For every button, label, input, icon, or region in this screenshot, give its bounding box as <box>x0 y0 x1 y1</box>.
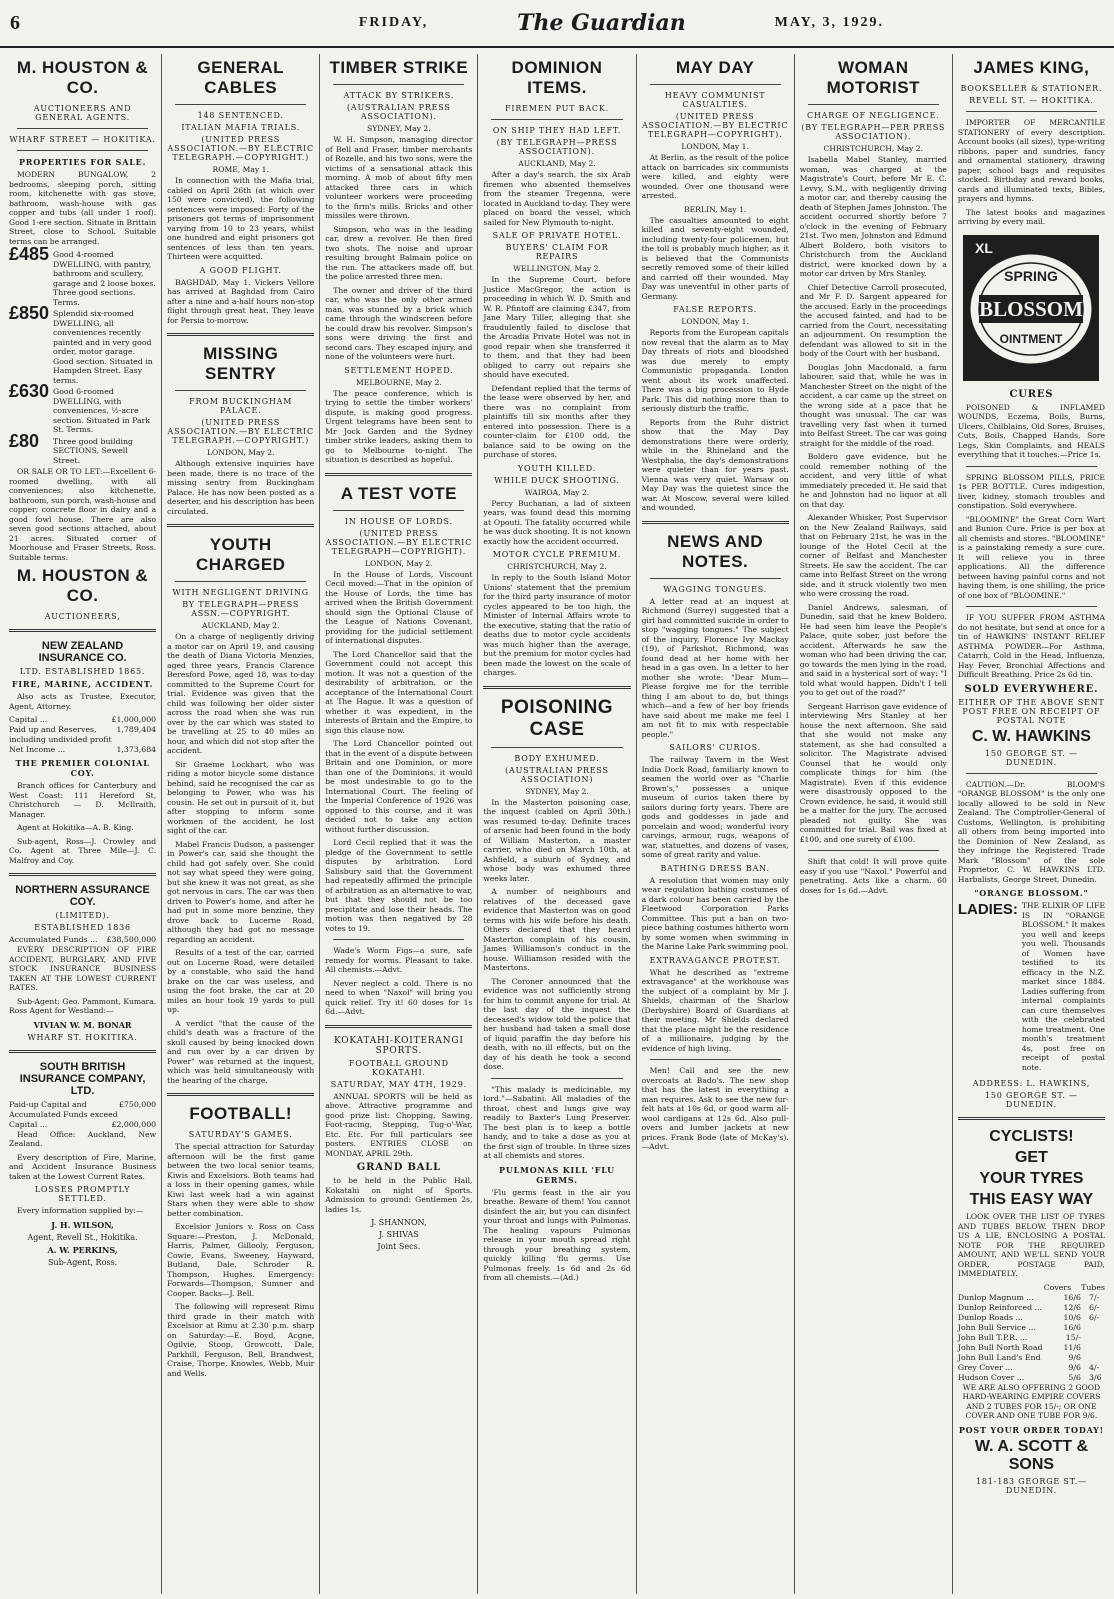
article-paragraph: Although extensive inquiries have been made, there is no trace of the missing sentry from Buckingham Palace. He has now been posted as a deserter, and his description has been circulated. <box>167 459 315 516</box>
every-info: Every information supplied by:— <box>17 1206 144 1215</box>
article-paragraph: In the Masterton poisoning case, the inquest (cabled on April 30th.) was resumed to-day. Definite traces of arsenic had been found in the body of William Masterton, a master carrier, who died on March 10th, at Ashfield, a suburb of Sydney, and whose body was exhumed three weeks later. <box>483 797 631 883</box>
kokatahi-ground: FOOTBALL GROUND KOKATAHI. <box>348 1058 449 1077</box>
svg-text:XL: XL <box>975 239 994 256</box>
orange-blossom-heading: "ORANGE BLOSSOM." <box>974 888 1089 898</box>
ladies-ad: LADIES: THE ELIXIR OF LIFE IS IN "ORANGE BLOSSOM." It makes you well and keeps you well. Thousands of Women have testified to its efficacy in the N.Z. market since 1884. Ladies suffering from internal complaints can cure themselves with the celebrated home treatment. One month's treatment 4s, post free on receipt of postal note. <box>957 901 1105 1072</box>
perkins-address: Sub-Agent, Ross. <box>48 1257 118 1267</box>
credit-line: (AUSTRALIAN PRESS ASSOCIATION) <box>505 765 609 784</box>
dateline: WAIROA, May 2. <box>524 487 590 497</box>
south-british-title: SOUTH BRITISH INSURANCE COMPANY, LTD. <box>19 1060 146 1097</box>
headline-news-notes: NEWS AND NOTES. <box>667 531 764 571</box>
subhead: WHILE DUCK SHOOTING. <box>494 475 620 485</box>
article-paragraph: The peace conference, which is trying to settle the timber workers' dispute, is making good progress. Urgent telegrams have been sent to Mr Jock Garden and the Sydney timber strike leaders, asking them to go to Melbourne to-night. The situation is described as hopeful. <box>325 388 473 464</box>
subhead: BODY EXHUMED. <box>514 753 600 763</box>
credit-line: (UNITED PRESS ASSOCIATION.—BY ELECTRIC TELEGRAPH—COPYRIGHT). <box>325 528 473 556</box>
subhead: FALSE REPORTS. <box>673 305 758 314</box>
dateline: SYDNEY, May 2. <box>367 124 431 133</box>
firm-name-2: M. HOUSTON & CO. <box>16 566 149 605</box>
article-paragraph: Percy Buchanan, a lad of sixteen years, was found dead this morning at Opouti. The fatality occurred while he was duck shooting. It is not known exactly how the accident occurred. <box>483 498 631 546</box>
page-number: 6 <box>10 11 20 34</box>
subhead: YOUTH KILLED. <box>517 463 597 473</box>
subhead: SALE OF PRIVATE HOTEL. <box>492 231 622 240</box>
get-heading: GET <box>1014 1149 1048 1166</box>
dateline: CHRISTCHURCH, May 2. <box>823 144 924 153</box>
article-paragraph: A resolution that women may only wear regulation bathing costumes of a dark colour has been carried by the Fleetwood Corporation Parks Committee. This put a ban on two-piece bathing costumes hitherto worn by some women when swimming in the Marine Lake Park swimming pool. <box>641 875 789 951</box>
subhead: ATTACK BY STRIKERS. <box>343 91 455 100</box>
tyre-row: John Bull North Road 11/6 <box>957 1342 1081 1352</box>
article-paragraph: Isabella Mabel Stanley, married woman, was charged at the Magistrate's Court, before Mr E. C. Levvy, S.M., with negligently driving a motor car, and thereby causing the death of Stephen James Johnston. The accident occurred shortly before 7 o'clock in the evening of February 21st. Two men, Johnston and Edmund Albert Boldero, both visitors to Christchurch from the Auckland district, were knocked down by a motor car driven by Mrs Stanley. <box>799 155 947 278</box>
article-paragraph: The casualties amounted to eight killed and seventy-eight wounded, including twenty-four policemen, but the toll is probably much higher, as it is believed that the Communists secretly removed some of their killed and carried off their wounded. May Day was uneventful in other parts of Germany. <box>641 215 789 301</box>
properties-heading: PROPERTIES FOR SALE. <box>18 157 147 167</box>
article-paragraph: The Lord Chancellor said that the Government could not accept this motion. It was not a question of the desirability of arbitration, or the acceptance of the International Court at The Hague. It was a question of whether it was expedient, in the interests of Britain and the Empire, to sign this clause now. <box>325 649 473 735</box>
article-paragraph: Results of a test of the car, carried out on Lucerne Road, were detailed by a constable, who said the hand brake on the car was useless, and using the foot brake, the car at 20 miles an hour took 19 yards to pull up. <box>167 948 315 1014</box>
spring-blossom-logo <box>958 233 1105 383</box>
headline-general-cables: GENERAL CABLES <box>197 58 285 97</box>
firm-subtitle: AUCTIONEERS AND GENERAL AGENTS. <box>33 104 132 122</box>
column-1 <box>4 54 162 1594</box>
subhead: MOTOR CYCLE PREMIUM. <box>492 550 622 559</box>
scott-address: 181-183 GEORGE ST.—DUNEDIN. <box>976 1476 1087 1495</box>
subhead: FIREMEN PUT BACK. <box>505 104 609 113</box>
pills-text: SPRING BLOSSOM PILLS, PRICE 1s PER BOTTLE. Cures indigestion, liver, kidney, stomach troubles and constipation. Sold everywhere. <box>957 472 1105 510</box>
tyre-row: Hudson Cover ... 5/6 3/6 <box>957 1372 1102 1382</box>
tyre-row: Dunlop Reinforced ... 12/6 6/- <box>957 1302 1100 1312</box>
article-paragraph: Chief Detective Carroll prosecuted, and Mr F. D. Sargent appeared for the accused. Early in the proceedings the accused fainted, and had to be carried from the Court, necessitating an adjournment. On resumption the defendant was allowed to sit in the body of the Court with her husband. <box>799 282 947 358</box>
perkins-name: A. W. PERKINS, <box>47 1244 118 1255</box>
sbi-capital-row: Capital ... £2,000,000 <box>9 1119 157 1129</box>
sub-agent-ross: Sub-agent, Ross—J. Crowley and Co. Agent at Three Mile—J. C. Malfroy and Coy. <box>9 836 157 865</box>
property-4: £80 Three good building SECTIONS, Sewell Street. <box>9 430 134 465</box>
credit-line: (AUSTRALIAN PRESS ASSOCIATION). <box>346 103 451 121</box>
article-paragraph: A number of neighbours and relatives of the deceased gave evidence that Masterton was on good terms with his wife before his death. Others declared that they heard Masterton complain of his cousin, James Williamson's conduct in the house. Williamson resided with the Mastertons. <box>483 887 631 972</box>
property-3: £630 Good 6-roomed DWELLING, with conveniences, ½-acre section. Situated in Park St. Terms. <box>9 381 151 434</box>
dateline: AUCKLAND, May 2. <box>201 621 280 630</box>
dateline: MELBOURNE, May 2. <box>356 377 442 387</box>
article-paragraph: The Lord Chancellor pointed out that in the event of a dispute between Britain and one Dominion, or more than one of the Dominions, it would be most undesirable to go to the International Court. The feeling of the Imperial Conference of 1926 was opposed to this course, and it was decided not to take any action without further discussion. <box>325 739 473 834</box>
article-paragraph: Mabel Francis Dudson, a passenger in Power's car, said she thought the child had got safely over. She could not say what speed they were going, but she knew it was not great, as she got nervous in cars. The car was then driven to Power's home, and after he had put in some more benzine, they drove back to Lucerne Road, although they had got no message regarding an accident. <box>167 839 315 944</box>
your-tyres-heading: YOUR TYRES <box>979 1170 1084 1187</box>
article-paragraph: The owner and driver of the third car, who was the only other armed man, was stunned by a brick which came through the windscreen before he could draw his revolver. Simpson's sons were driving the first and second cars. They escaped injury, and none of the volunteers were hurt. <box>325 285 473 361</box>
column-5 <box>637 54 795 1594</box>
article-paragraph: What he described as "extreme extravagance" at the workhouse was the subject of a complaint by Mr J. Shields, chairman of the Sharlow (Derbyshire) Board of Guardians at their meeting. Mr Shields declared that the place might be the residence of a millionaire, judging by the evidence of high living. <box>641 967 789 1053</box>
paper-name: The Guardian <box>517 10 686 36</box>
article-paragraph: Reports from the European capitals now reveal that the alarm as to May Day threats of riots and bloodshed was due merely to empty Communistic propaganda. London went about its work unaffected. There was a big procession to Hyde Park. This did nothing more than to seriously disturb the traffic. <box>641 328 789 413</box>
vivian-address: WHARF ST. HOKITIKA. <box>27 1032 138 1042</box>
northern-assurance-title: NORTHERN ASSURANCE COY. <box>15 884 150 908</box>
headline-youth-charged: YOUTH CHARGED <box>195 535 286 574</box>
article-paragraph: A letter read at an inquest at Richmond (Surrey) suggested that a girl had committed suicide in order to stop "wagging tongues." The subject of the inquiry, Florence Ivy Mackay (19), of Parkshot, Richmond, was found dead at her home with her head in a gas oven. In a letter to her mother she wrote: "Dear Mum—Please forgive me for the terrible thing I am about to do, but things which—and a few of her boy friends have said about me make me feel I am not fit to mix with respectable people." <box>641 596 789 739</box>
tyre-row: Dunlop Roads ... 10/6 6/- <box>957 1312 1100 1322</box>
column-6 <box>795 54 953 1594</box>
article-paragraph: The railway Tavern in the West India Dock Road, familiarly known to seamen the world over as "Charlie Brown's," possesses a unique museum of curios taken there by sailors during forty years. There are gods and goddesses in jade and porcelain and wood; wonderful ivory carvings, armour, rugs, weapons of war, statuettes, and dozens of vases, some of great rarity and value. <box>641 755 789 859</box>
net-income-row: Net Income ... 1,373,684 <box>9 745 157 754</box>
column-7 <box>953 54 1110 1594</box>
column-3 <box>320 54 478 1594</box>
sold-sub: EITHER OF THE ABOVE SENT POST FREE ON RECEIPT OF POSTAL NOTE <box>958 697 1105 725</box>
advertisement: 'Flu germs feast in the air you breathe. Beware of them! You cannot disinfect the air, but you can disinfect your throat and lungs with Pulmonas. The healing vapours Pulmonas release in your mouth spread right through your breathing system, quickly killing 'flu germs. Use Pulmonas freely. 1s 6d and 2s 6d from all chemists.—(Ad.) <box>483 1187 631 1282</box>
wilson-name: J. H. WILSON, <box>51 1219 114 1230</box>
cures-text: POISONED & INFLAMED WOUNDS, Eczema, Boils, Burns, Ulcers, Chilblains, Old Sores, Bruises, Cuts, Boils, Chapped Hands, Sore Legs, Skin Complaints, and HEALS everything that it touches.—Price 1s. <box>957 402 1105 459</box>
losses-settled: LOSSES PROMPTLY SETTLED. <box>34 1185 131 1203</box>
article-paragraph: Reports from the Ruhr district show that the May Day demonstrations there were orderly, while in the Rhineland and the Westphalia, the day's demonstrations were quieter than for years past. Vienna was very quiet. Warsaw on May Day was the quietest since the war. At Moscow, several were killed and wounded. <box>641 417 789 512</box>
capital-row: Capital ... £1,000,000 <box>9 715 157 724</box>
dateline: CHRISTCHURCH, May 2. <box>507 562 607 571</box>
article-paragraph: In reply to the South Island Motor Unions' statement that the premium for the third party insurance of motor cycles appeared to be too high, the Minister of Internal Affairs wrote to the executive, stating that the ratio of deaths due to motor cycle accidents was much higher than the average, but the premium for motor cycles had been made the lowest on the scale of charges. <box>483 573 631 677</box>
post-order: POST YOUR ORDER TODAY! <box>958 1424 1104 1435</box>
cures-heading: CURES <box>1009 388 1054 400</box>
firm-address: REVELL ST. — HOKITIKA. <box>969 96 1094 105</box>
firm-name: M. HOUSTON & CO. <box>16 58 149 97</box>
subhead: FROM BUCKINGHAM PALACE. <box>189 397 293 415</box>
article-paragraph: The Coroner announced that the evidence was not sufficiently strong for him to commit anyone for trial. At the last day of the inquest the deceased's widow told the police that her husband had taken a small dose of liquid paraffin the day before his death, with no ill effects, but on the day of his death he took a second dose. <box>483 976 631 1071</box>
pulmonas-heading: PULMONAS KILL 'FLU GERMS. <box>499 1164 615 1185</box>
or-sale-listing: OR SALE OR TO LET:—Excellent 6-roomed dwelling, with all conveniences; also kitchenette, bathroom, sun porch, wash-house and copper; concrete floor in dairy and a good fowl house. There are also seven good sections attached, about 21 acres. Situated corner of Moorhouse and Fraser Streets, Ross. Suitable terms. <box>9 467 157 562</box>
bungalow-listing: MODERN BUNGALOW, 2 bedrooms, sleeping porch, sitting room, kitchenette with gas stove, bathroom, wash-house with gas copper and tubs (all under 1 roof). Good 1-ere section. Situate in Brittain Street, close to School. Suitable terms can be arranged. <box>9 170 157 246</box>
advertisement: Never neglect a cold. There is no need to when "Naxol" will bring you quick relief. Try it! 60 doses for 1s 6d.—Advt. <box>325 978 473 1016</box>
svg-text:SPRING: SPRING <box>1004 267 1059 284</box>
subhead: CHARGE OF NEGLIGENCE. <box>806 111 940 120</box>
article-paragraph: Simpson, who was in the leading car, drew a revolver. He then fired two shots. The noise and uproar resulting brought Balmain police on the run. The attackers made off, but the police arrested three men. <box>325 224 473 281</box>
nz-insurance-est: LTD. ESTABLISHED 1865. <box>19 667 146 676</box>
firm-james-king: JAMES KING, <box>973 58 1090 77</box>
empire-offer: WE ARE ALSO OFFERING 2 GOOD HARD-WEARING EMPIRE COVERS AND 2 TUBES FOR 15/-; OR ONE COVER AND ONE TUBE FOR 9/6. <box>962 1382 1101 1420</box>
subhead: EXTRAVAGANCE PROTEST. <box>649 955 781 965</box>
hawkins-name: C. W. HAWKINS <box>971 727 1091 745</box>
article-paragraph: Defendant replied that the terms of the lease were observed by her, and there was no complaint from plaintiffs till six months after they entered into possession. There is a counter-claim for £100 odd, the balance said to be owing on the purchase of stores. <box>483 383 631 459</box>
bloomine-text: "BLOOMINE" the Great Corn Wart and Bunion Cure. Price is per box at all chemists and stores. "BLOOMINE" is a painstaking remedy a sure cure. It will relieve you in three applications. All the difference between having painful corns and not having them, is one shilling, the price of one box of "BLOOMINE." <box>957 514 1105 600</box>
article-paragraph: A verdict "that the cause of the child's death was a fracture of the skull caused by being knocked down and run over by a car driven by Power" was returned at the inquest, which was held simultaneously with the hearing of the charge. <box>167 1018 315 1085</box>
dateline: BERLIN, May 1. <box>684 204 747 214</box>
advertisement: Wade's Worm Figs—a sure, safe remedy for worms. Pleasant to take. All chemists.—Advt. <box>325 946 473 974</box>
dateline: AUCKLAND, May 2. <box>518 159 596 168</box>
article-paragraph: The following will represent Rimu third grade in their match with Excelsior at Rimu at 2.30 p.m. sharp on Saturday:—E. Boyd, Acgne, Ogilvie, Stoop, Growcott, Dale, Parkhill, Ferguson, Bell, Brandwest, Craise, Thorpe, Knowles, Webb, Muir and Wells. <box>167 1302 315 1378</box>
stationery-text: IMPORTER OF MERCANTILE STATIONERY of every description. Account books (all sizes), type-writing ribbons, paper and sundries, fancy and ornamental stationery, drawing paper, school bags and requisites stocked. Birthday and reward books, cards and illuminated texts, Bibles, prayers and hymns. <box>957 118 1105 203</box>
accumulated-row: Accumulated Funds ... £38,500,000 <box>9 935 157 944</box>
tyre-price-list <box>958 1293 1105 1383</box>
headline-test-vote: A TEST VOTE <box>340 483 458 503</box>
headline-timber-strike: TIMBER STRIKE <box>329 58 469 77</box>
subhead: WITH NEGLIGENT DRIVING <box>172 588 309 597</box>
caution-text: CAUTION.—Dr. BLOOM'S "ORANGE BLOSSOM" is the only one locally allowed to be sold in New Zealand. The Comptroller-General of Customs, Wellington, is prohibiting all others from being imported into the Dominion of New Zealand, as they infringe the Registered Trade Mark "Blossom" of the sole Proprietor, C. W. HAWKINS LTD. Harbalists, George Street, Dunedin. <box>957 779 1105 884</box>
advertisement: Shift that cold! It will prove quite easy if you use "Naxol." Powerful and penetrating. Acts like a charm. 60 doses for 1s 6d.—Advt. <box>799 857 947 895</box>
article-paragraph: Boldero gave evidence, but he could remember nothing of the accident, and very little of what immediately preceded it. He said that he and Johnston had no liquor at all on that day. <box>799 452 947 509</box>
sold-everywhere: SOLD EVERYWHERE. <box>964 683 1099 695</box>
article-paragraph: Sergeant Harrison gave evidence of interviewing Mrs Stanley at her house the next afternoon. She said that she would not make any statement, as she had consulted a solicitor. The Magistrate advised Counsel that he would only complicate things for him (the Magistrate). Even if this evidence were disastrously opposed to the Crown evidence, he said, it would still be a matter for the jury. The accused pleaded not guilty. She was committed for trial. Bail was fixed at £100, and one surety of £100. <box>799 701 947 844</box>
kokatahi-text: ANNUAL SPORTS will be held as above. Attractive programme and good prize list: Chopping, Sawing, Foot-racing, Stepping, Tug-o'-War, Etc. Etc. For full particulars see posters. ENTRIES CLOSE on MONDAY, APRIL 29th. <box>325 1091 473 1158</box>
headline-poisoning-case: POISONING CASE <box>500 696 614 740</box>
every-description: EVERY DESCRIPTION OF FIRE ACCIDENT, BURGLARY, AND FIVE STOCK INSURANCE BUSINESS TAKEN AT THE LOWEST CURRENT RATES. <box>9 945 157 992</box>
subhead: IN HOUSE OF LORDS. <box>344 516 453 526</box>
subhead: SAILORS' CURIOS. <box>669 743 761 752</box>
easy-way-heading: THIS EASY WAY <box>969 1191 1094 1208</box>
grand-ball: GRAND BALL <box>356 1162 441 1173</box>
kokatahi-heading: KOKATAHI-KOITERANGI SPORTS. <box>333 1035 464 1056</box>
article-paragraph: At Berlin, as the result of the police attack on barricades six communists were killed, and eighty were wounded. Over one thousand were arrested. <box>641 153 789 200</box>
northern-est: ESTABLISHED 1836 <box>34 923 131 932</box>
premier-colonial: THE PREMIER COLONIAL COY. <box>15 758 150 778</box>
dateline: LONDON, May 2. <box>206 448 275 457</box>
subhead: BATHING DRESS BAN. <box>660 863 770 873</box>
article-paragraph: On a charge of negligently driving a motor car on April 19, and causing the death of Diana Victoria Menzies, aged three years, Francis Clarence Beresford Powe, aged 18, was to-day committed to the Supreme Court for trial. Evidence was given that the child was following her older sister across the road when she was run over by the car which was stated to be travelling at 25 to 40 miles an hour, and which did not stop after the accident. <box>167 632 315 755</box>
asthma-text: IF YOU SUFFER FROM ASTHMA do not hesitate, but send at once for a tin of HAWKINS' INSTANT RELIEF ASTHMA POWDER—For Asthma, Catarrh, Cold in the Head, Influenza, Hay Fever, Bronchial Affections and Difficult Breathing. Price 2s 6d tin. <box>957 613 1105 679</box>
advertisement: Men! Call and see the new overcoats at Bado's. The new shop that has the latest in everything a man requires. Ask to see the new fur-felt hats at 10s 6d, or good warm all-wool cardigans at 12s 6d. Also pull-overs and lumber jackets at new prices. Frank Bode (late of McKay's).—Advt. <box>641 1066 789 1151</box>
article-paragraph: Douglas John Macdonald, a farm labourer, said that, while he was in Manchester Street on the night of the accident, a car came up the street on the wrong side at a pace that he thought was unusual. The car was travelling very fast when it turned into Belfast Street. The car was going straight for the middle of the road. <box>799 362 947 448</box>
dateline: WELLINGTON, May 2. <box>513 264 601 273</box>
credit-line: BY TELEGRAPH—PRESS ASSN.—COPYRIGHT. <box>182 600 300 618</box>
latest-books: The latest books and magazines arriving by every mail. <box>957 207 1105 226</box>
subhead: SETTLEMENT HOPED. <box>344 365 454 375</box>
article-paragraph: In the House of Lords, Viscount Cecil moved:—That in the opinion of the House of Lords, the time has arrived when the British Government should sign the Optional Clause of the League of Nations Covenant, providing for the judicial settlement of international disputes. <box>325 569 473 645</box>
head-office: Head Office: Auckland, New Zealand. <box>9 1129 157 1148</box>
blossom-ointment-emblem <box>961 233 1101 383</box>
credit-line: (UNITED PRESS ASSOCIATION.—BY ELECTRIC TELEGRAPH.—COPYRIGHT.) <box>167 418 314 445</box>
sbi-paid-row: Paid-up Capital and Accumulated Funds exceed £750,000 <box>9 1099 157 1119</box>
article-paragraph: Daniel Andrews, salesman, of Dunedin, said that he knew Boldero. He had seen him leave the People's Palace, quite sober, just before the accident. Afterwards he saw the woman who had been driving the car, go towards the men lying in the road, and said in a hysterical sort of way: "I told what would happen. Didn't I tell you to get out of the road?" <box>799 602 947 697</box>
northern-ltd: (LIMITED). <box>55 911 110 920</box>
article-paragraph: In the Supreme Court, before Justice MacGregor, the action is proceeding in which W. D. Smith and W. R. Pfintoff are claiming £347, from Jane Mary Tiller, alleging that she fraudulently failed to disclose that the Arcadia Private Hotel was not in good repair when she transferred it to them, and that they had been obliged to carry out repairs she should have executed. <box>483 275 631 379</box>
credit-line: (BY TELEGRAPH—PRESS ASSOCIATION). <box>496 138 618 156</box>
scott-sons: W. A. SCOTT & SONS <box>974 1437 1088 1473</box>
advertisement: "This malady is medicinable, my lord."—Sabatini. All maladies of the throat, chest and lungs give way readily to Baxter's Lung Preserver. The best plan is to keep a bottle handy, and to take a dose as you at the first sign of trouble. In three sizes at all chemists and stores. <box>483 1084 631 1160</box>
signature: Joint Secs. <box>377 1242 421 1251</box>
subhead: HEAVY COMMUNIST CASUALTIES. <box>664 91 766 109</box>
article-paragraph: BAGHDAD, May 1. Vickers Vellore has arrived at Baghdad from Cairo after a nine and a-half hours non-stop flight through great heat. They leave for Persia to-morrow. <box>167 277 315 325</box>
address-hawkins: ADDRESS: L. HAWKINS, <box>972 1079 1091 1088</box>
article-paragraph: The special attraction for Saturday afternoon will be the first game between the two local senior teams, Kiwis and Excelsiors. Both teams had a loss in their opening games, while Kiwi last week had a win against Stars when they were able to show better combination. <box>167 1142 315 1218</box>
columns <box>4 54 1110 1594</box>
credit-line: (UNITED PRESS ASSOCIATION.—BY ELECTRIC TELEGRAPH.—COPYRIGHT.) <box>167 135 314 162</box>
wilson-address: Agent, Revell St., Hokitika. <box>27 1232 138 1242</box>
every-description-2: Every description of Fire, Marine, and Accident Insurance Business taken at the Lowest Current Rates. <box>9 1152 157 1181</box>
subhead: SATURDAY'S GAMES. <box>188 1130 293 1139</box>
dateline: LONDON, May 1. <box>681 142 749 151</box>
tyres-instructions: LOOK OVER THE LIST OF TYRES AND TUBES BELOW. THEN DROP US A LIE, ENCLOSING A POSTAL NOTE FOR THE REQUIRED AMOUNT, AND WE'LL SEND YOUR ORDER, POSTAGE PAID, IMMEDIATELY. <box>957 1212 1105 1278</box>
article-paragraph: Sir Graeme Lockhart, who was riding a motor bicycle some distance behind, said he recognised the car as belonging to Power, who was his cousin. He set out in pursuit of it, but after stopping to inform some workmen of the accident, he lost sight of the car. <box>167 759 315 835</box>
masthead <box>0 0 1114 48</box>
column-2 <box>162 54 320 1594</box>
cyclists-heading: CYCLISTS! <box>989 1128 1074 1145</box>
tyre-row: Grey Cover ... 9/6 4/- <box>957 1362 1100 1372</box>
article-paragraph: W. H. Simpson, managing director of Bell and Fraser, timber merchants of Rozelle, and his two sons, were the victims of a sensational attack this morning. A mob of about fifty men attacked three cars in which volunteer workers were proceeding to the firm's mills. Bricks and other missiles were thrown. <box>325 135 473 220</box>
fire-marine: FIRE, MARINE, ACCIDENT. <box>11 679 154 689</box>
masthead-date: MAY, 3, 1929. <box>774 15 884 30</box>
nz-insurance-title: NEW ZEALAND INSURANCE CO. <box>38 640 127 664</box>
tyre-row: John Bull Land's End 9/6 <box>957 1352 1081 1362</box>
branch-offices: Branch offices for Canterbury and West Coast: 111 Hereford St, Christchurch — D. McIlraith, Manager. <box>9 781 157 819</box>
headline-missing-sentry: MISSING SENTRY <box>203 344 279 383</box>
subhead: BUYERS' CLAIM FOR REPAIRS <box>505 243 609 261</box>
headline-woman-motorist: WOMAN MOTORIST <box>826 58 920 97</box>
dateline: LONDON, May 2. <box>365 558 433 568</box>
credit-line: (BY TELEGRAPH—PER PRESS ASSOCIATION). <box>801 123 946 141</box>
subhead: ON SHIP THEY HAD LEFT. <box>492 126 622 135</box>
headline-football: FOOTBALL! <box>189 1104 293 1123</box>
sub-agent-kumara: Sub-Agent: Geo. Pammont, Kumara. Ross Agent for Westland:— <box>9 996 157 1015</box>
signature: J. SHANNON, <box>371 1218 427 1227</box>
subhead: A GOOD FLIGHT. <box>199 265 282 275</box>
article-paragraph: Alexander Whisker, Post Supervisor on the New Zealand Railways, said that on February 21st, he was in the lounge of the Hotel Cecil at the corner of Belfast and Manchester Streets. He saw the accident. The car came into Belfast Street on the wrong side, and it struck violently two men who were crossing the road. <box>799 513 947 598</box>
credit-line: (UNITED PRESS ASSOCIATION.—BY ELECTRIC TELEGRAPH—COPYRIGHT). <box>641 112 789 139</box>
subhead: ITALIAN MAFIA TRIALS. <box>181 123 301 132</box>
tyre-row: Dunlop Magnum ... 16/6 7/- <box>957 1292 1100 1302</box>
headline-dominion-items: DOMINION ITEMS. <box>511 58 603 97</box>
subhead: 148 SENTENCED. <box>197 111 284 120</box>
paid-row: Paid up and Reserves, including undivided profit 1,789,404 <box>9 725 157 744</box>
article-paragraph: In connection with the Mafia trial, cabled on April 26th (at which over 150 were convicted), the following sentences were imposed: Forty of the prisoners got terms of imprisonment varying from 10 to 23 years, whilst one hundred and eight prisoners got sentences of less than ten years. Thirteen were acquitted. <box>167 176 315 261</box>
column-4 <box>478 54 636 1594</box>
property-1: £485 Good 4-roomed DWELLING, with pantry, bathroom and scullery, garage and 2 loose boxes. Three good sections. Terms. <box>9 244 156 307</box>
hawkins-address: 150 GEORGE ST. — DUNEDIN. <box>984 748 1078 767</box>
tyre-table-header: Covers Tubes <box>1043 1282 1105 1292</box>
tyre-row: John Bull Service ... 16/6 <box>957 1322 1081 1332</box>
agent-hokitika: Agent at Hokitika—A. B. King. <box>17 823 134 832</box>
dateline: SYDNEY, May 2. <box>525 786 589 796</box>
article-paragraph: After a day's search, the six Arab firemen who absented themselves from the steamer Tregenna, were located in Auckland to-day. They were placed on board the vessel, which sailed for New Plymouth to-night. <box>483 170 631 227</box>
article-paragraph: Excelsior Juniors v. Ross on Cass Square:—Preston, J. McDonald, Harris, Palmer, Gillooly, Ferguson, Cowie, Evans, Sweeney, Hayward, Butland, Dale, Schroder R. Thompson, Hughes. Emergency: Forwards—Thompson, Sumner and Cooper. Backs—J. Bell. <box>167 1222 315 1298</box>
svg-text:OINTMENT: OINTMENT <box>1000 331 1063 346</box>
address-hawkins-2: 150 GEORGE ST. — DUNEDIN. <box>984 1091 1078 1109</box>
dateline: ROME, May 1. <box>212 165 269 174</box>
signature: J. SHIVAS <box>378 1230 419 1239</box>
dateline: LONDON, May 1. <box>681 317 749 326</box>
svg-text:BLOSSOM: BLOSSOM <box>979 296 1084 321</box>
property-2: £850 Splendid six-roomed DWELLING, all conveniences recently painted and in very good order, motor garage. Good section. Situated in Hampden Street. Easy terms. <box>9 303 153 385</box>
firm-address: WHARF STREET — HOKITIKA. <box>9 135 156 144</box>
article-paragraph: Lord Cecil replied that it was the pledge of the Government to settle disputes by arbitration. Lord Salisbury said that the Government had repeatedly affirmed the principle of arbitration as an alternative to war, but that they should not be too precipitate and lose their heads. The motion was then negatived by 28 votes to 19. <box>325 838 473 933</box>
grand-ball-text: to be held in the Public Hall, Kokatahi on night of Sports. Admission to ground: Gentlemen 2s, ladies 1s. <box>325 1176 473 1214</box>
headline-may-day: MAY DAY <box>675 58 755 77</box>
tyre-row: John Bull T.P.R. ... 15/- <box>957 1332 1081 1342</box>
masthead-day: FRIDAY, <box>358 15 429 30</box>
firm-subtitle-2: AUCTIONEERS, <box>44 612 121 621</box>
trustee-text: Also acts as Trustee, Executor, Agent, Attorney. <box>9 692 157 711</box>
firm-subtitle: BOOKSELLER & STATIONER. <box>960 84 1103 93</box>
kokatahi-date: SATURDAY, MAY 4TH, 1929. <box>330 1079 467 1089</box>
subhead: WAGGING TONGUES. <box>663 584 768 594</box>
vivian-bonar: VIVIAN W. M. BONAR <box>33 1019 132 1030</box>
